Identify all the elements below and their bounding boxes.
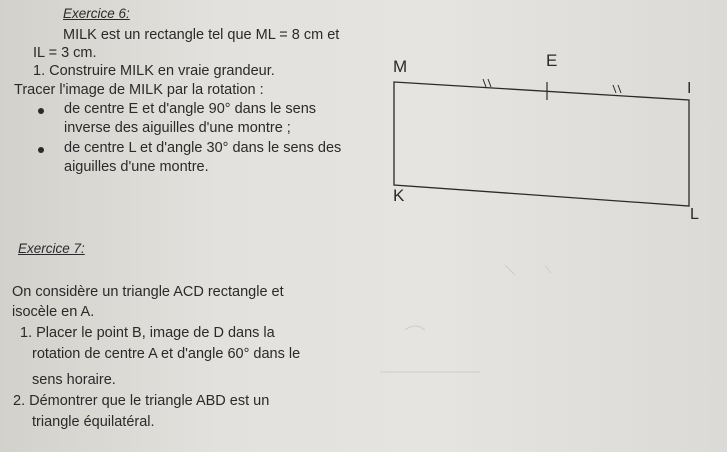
- exercise-7-question-1-line-3: sens horaire.: [32, 372, 116, 388]
- exercise-7-question-2-line-1: 2. Démontrer que le triangle ABD est un: [13, 393, 270, 409]
- vertex-label-m: M: [393, 57, 408, 76]
- vertex-label-i: I: [687, 80, 692, 97]
- exercise-7-title: Exercice 7:: [18, 241, 85, 256]
- exercise-6-bullet-1-line-2: inverse des aiguilles d'une montre ;: [64, 120, 291, 136]
- exercise-7-question-1-line-1: 1. Placer le point B, image de D dans la: [20, 325, 275, 341]
- exercise-7-statement-line-1: On considère un triangle ACD rectangle et: [12, 284, 284, 300]
- vertex-label-e: E: [546, 51, 558, 70]
- exercise-6-statement-line-1: MILK est un rectangle tel que ML = 8 cm et: [63, 27, 340, 43]
- vertex-label-k: K: [393, 186, 405, 205]
- exercise-6-bullet-1-line-1: de centre E et d'angle 90° dans le sens: [64, 101, 317, 117]
- exercise-7-question-2-line-2: triangle équilatéral.: [32, 414, 155, 430]
- exercise-6-title: Exercice 6:: [63, 6, 130, 21]
- exercise-6-bullet-2-line-2: aiguilles d'une montre.: [64, 159, 209, 175]
- exercise-6-statement-line-2: IL = 3 cm.: [33, 45, 97, 61]
- vertex-label-l: L: [690, 206, 699, 223]
- exercise-6-question-2: Tracer l'image de MILK par la rotation :: [14, 82, 264, 98]
- exercise-6-bullet-2-line-1: de centre L et d'angle 30° dans le sens des: [64, 140, 342, 156]
- exercise-7-statement-line-2: isocèle en A.: [12, 304, 95, 320]
- exercise-6-question-1: 1. Construire MILK en vraie grandeur.: [33, 63, 275, 79]
- exercise-7-question-1-line-2: rotation de centre A et d'angle 60° dans le: [32, 346, 301, 362]
